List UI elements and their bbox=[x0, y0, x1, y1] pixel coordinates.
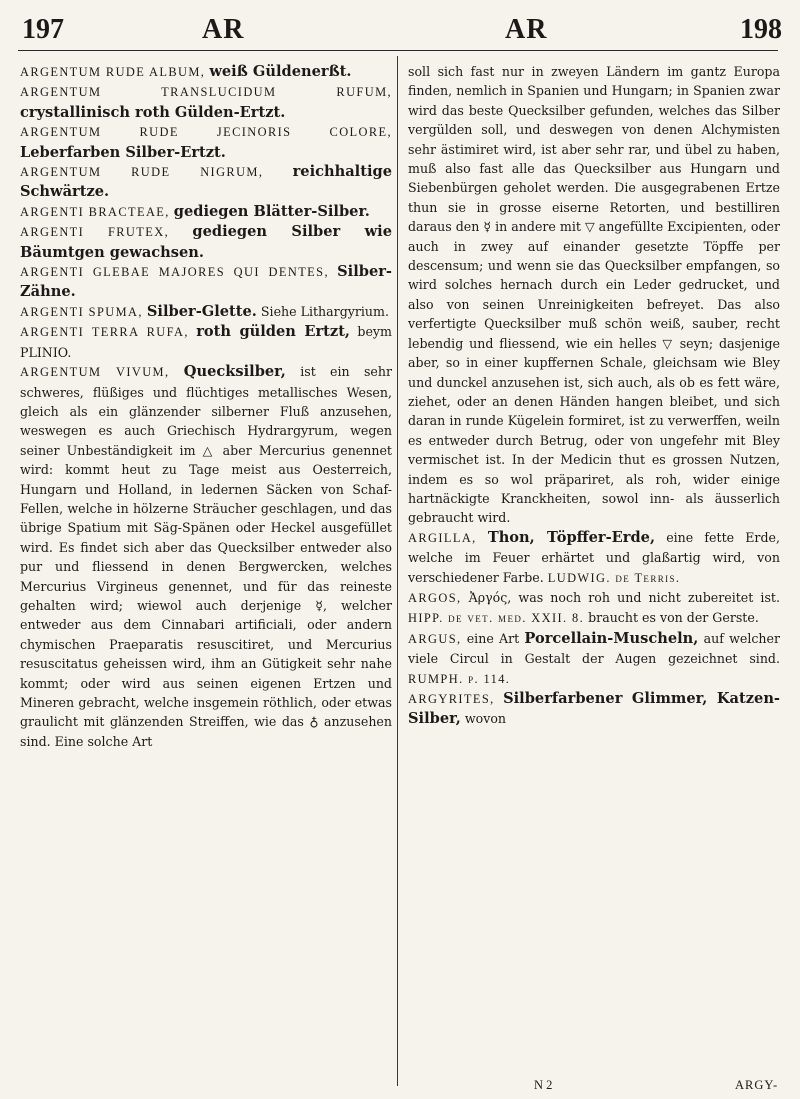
entry-gloss: roth gülden Ertzt, bbox=[196, 323, 351, 341]
entry-source: LUDWIG. de Terris. bbox=[547, 570, 681, 585]
entry-gloss: Silberfarbener Glimmer, Katzen-Silber, bbox=[408, 690, 780, 728]
entry-lemma: ARGENTUM RUDE NIGRUM, bbox=[20, 165, 264, 180]
entry-source: RUMPH. p. 114. bbox=[408, 671, 511, 686]
entry-text: soll sich fast nur in zweyen Ländern im gantz Europa finden, nemlich in Spanien und Hungarn; in Spanien zwar wird das beste Quecksilber gefunden, welches das Silber vergülden soll, und deswegen von denen Alchymisten sehr ästimiret wird, ist aber sehr rar, und übel zu haben, muß also fast alle das Quecksilber aus Hungarn und Siebenbürgen geholet werden. Die ausgegrabenen Ertze thun sie in grosse eiserne Retorten, und bestilliren daraus den ☿ in andere mit ▽ angefüllte Excipienten, oder auch in zwey auf einander gesetzte Töpffe per descensum; und wenn sie das Quecksilber empfangen, so wird solches hernach durch ein Leder gedrucket, und also von seinen Unreinigkeiten befreyet. Das also verfertigte Quecksilber muß schön weiß, sauber, recht lebendig und fliessend, wie ein helles ▽ seyn; dasjenige aber, so in einer kupffernen Schale, gleichsam wie Bley und dunckel anzusehen ist, sich auch, als ob es fett wäre, ziehet, oder an denen Händen hangen bleibet, und sich daran in runde Kügelein formiret, ist zu verwerffen, weiln es entweder durch Betrug, oder von ungefehr mit Bley vermischet ist. In der Medicin thut es grossen Nutzen, indem es so wol präpariret, als roh, wider einige hartnäckigte Kranckheiten, sowol inn- als äusserlich gebraucht wird. bbox=[408, 64, 780, 526]
entry-continuation bbox=[408, 62, 780, 528]
entry-text: eine Art bbox=[466, 630, 520, 646]
header-rule bbox=[18, 50, 778, 51]
entry-argentum-translucidum bbox=[20, 82, 392, 122]
entry-gloss: reichhaltige Schwärtze. bbox=[20, 163, 392, 201]
entry-lemma: ARGENTI BRACTEAE, bbox=[20, 204, 170, 219]
entry-argentum-rude-jecinoris bbox=[20, 122, 392, 162]
entry-lemma: ARGUS, bbox=[408, 631, 462, 646]
entry-argenti-terra-rufa bbox=[20, 322, 392, 362]
entry-source: HIPP. de vet. med. XXII. 8. bbox=[408, 611, 585, 626]
entry-text-2: braucht es von der Gerste. bbox=[588, 610, 759, 626]
page-header bbox=[0, 0, 800, 58]
entry-gloss: gediegen Silber wie Bäumtgen gewachsen. bbox=[20, 223, 392, 261]
entry-argentum-rude-album bbox=[20, 62, 392, 82]
page-footer bbox=[0, 1078, 800, 1099]
entry-gloss: crystallinisch roth Gülden-Ertzt. bbox=[20, 103, 286, 121]
entry-gloss: weiß Güldenerßt. bbox=[209, 63, 352, 80]
entry-greek: Ἀργός, bbox=[468, 589, 512, 605]
right-page-number: 198 bbox=[740, 14, 782, 45]
entry-argenti-bracteae bbox=[20, 202, 392, 222]
entry-lemma: ARGILLA, bbox=[408, 530, 477, 545]
right-column bbox=[408, 62, 780, 1082]
entry-lemma: ARGYRITES, bbox=[408, 692, 495, 706]
entry-argos bbox=[408, 588, 780, 629]
entry-text: was noch roh und nicht zubereitet ist. bbox=[518, 589, 780, 605]
entry-gloss: Silber-Glette. bbox=[146, 302, 257, 320]
entry-argyrites bbox=[408, 689, 780, 729]
entry-lemma: ARGOS, bbox=[408, 590, 462, 605]
left-page-number: 197 bbox=[22, 14, 64, 45]
entry-gloss: Porcellain-Muscheln, bbox=[524, 629, 699, 647]
entry-lemma: ARGENTI TERRA RUFA, bbox=[20, 325, 189, 340]
entry-argus bbox=[408, 629, 780, 689]
entry-lemma: ARGENTUM VIVUM, bbox=[20, 365, 170, 380]
left-running-title: AR bbox=[202, 14, 245, 45]
entry-argenti-glebae bbox=[20, 262, 392, 302]
entry-argenti-frutex bbox=[20, 222, 392, 262]
entry-text: beym PLINIO. bbox=[20, 324, 392, 360]
entry-argentum-vivum bbox=[20, 362, 392, 751]
entry-argenti-spuma bbox=[20, 302, 392, 322]
entry-text: ist ein sehr schweres, flüßiges und flüchtiges metallisches Wesen, gleich als ein glänzender silberner Fluß anzusehen, weswegen es auch Griechisch Hydrargyrum, wegen seiner Unbeständigkeit im △ aber Mercurius genennet wird: kommt heut zu Tage meist aus Oesterreich, Hungarn und Holland, in ledernen Säcken von Schaf-Fellen, welche in hölzerne Sträucher geschlagen, und das übrige Spatium mit Säg-Spänen oder Heckel ausgefüllet wird. Es findet sich aber das Quecksilber entweder also pur und fliessend in denen Bergwercken, welches Mercurius Virgineus genennet, und für das reineste gehalten wird; wiewol auch derjenige ☿, welcher entweder aus dem Cinnabari artificiali, oder andern chymischen Praeparatis resuscitiret, und Mercurius resuscitatus geheissen wird, ihm an Gütigkeit sehr nahe kommt; oder wird aus seinen eigenen Ertzen und Mineren gebracht, welche insgemein röthlich, oder etwas graulicht mit glänzenden Streiffen, wie das ♁ anzusehen sind. Eine solche Art bbox=[20, 364, 392, 749]
catchword: ARGY- bbox=[735, 1078, 779, 1092]
entry-gloss: Silber-Zähne. bbox=[20, 263, 392, 301]
signature-mark: N 2 bbox=[534, 1078, 553, 1092]
entry-gloss: gediegen Blätter-Silber. bbox=[173, 202, 370, 220]
column-divider bbox=[397, 56, 398, 1086]
entry-argentum-rude-nigrum bbox=[20, 162, 392, 202]
entry-lemma: ARGENTUM TRANSLUCIDUM RUFUM, bbox=[20, 85, 392, 100]
entry-text: eine fette Erde, welche im Feuer erhärtet und glaßartig wird, von verschiedener Farbe. bbox=[408, 529, 780, 585]
entry-lemma: ARGENTUM RUDE JECINORIS COLORE, bbox=[20, 125, 392, 140]
entry-gloss: Thon, Töpffer-Erde, bbox=[487, 528, 656, 546]
entry-gloss: Leberfarben Silber-Ertzt. bbox=[20, 143, 226, 161]
entry-text: wovon bbox=[464, 711, 507, 727]
right-running-title: AR bbox=[505, 14, 548, 45]
entry-argilla bbox=[408, 528, 780, 588]
left-column bbox=[20, 62, 392, 1082]
entry-lemma: ARGENTI GLEBAE MAJORES QUI DENTES, bbox=[20, 265, 329, 280]
entry-lemma: ARGENTI FRUTEX, bbox=[20, 225, 170, 240]
entry-text-2: auf welcher viele Circul in Gestalt der Augen gezeichnet sind. bbox=[408, 630, 780, 667]
entry-lemma: ARGENTI SPUMA, bbox=[20, 304, 143, 319]
entry-lemma: ARGENTUM RUDE ALBUM, bbox=[20, 65, 206, 79]
entry-text: Siehe Lithargyrium. bbox=[260, 303, 389, 319]
entry-gloss: Quecksilber, bbox=[183, 363, 286, 381]
